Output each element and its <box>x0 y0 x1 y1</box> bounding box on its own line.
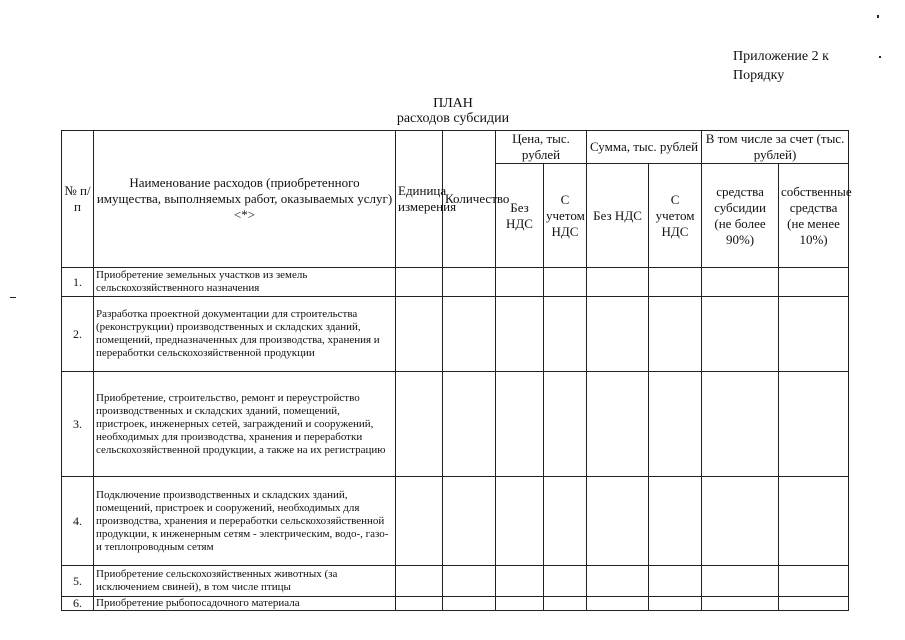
header-incl-own: собственные средства (не менее 10%) <box>779 164 849 268</box>
table-row <box>62 597 849 611</box>
cell-qty <box>443 268 496 297</box>
cell-sum-no-vat <box>587 268 649 297</box>
cell-own <box>779 566 849 597</box>
cell-subsidy <box>702 477 779 566</box>
header-incl: В том числе за счет (тыс. рублей) <box>702 131 849 164</box>
cell-sum-with-vat <box>649 372 702 477</box>
cell-own <box>779 297 849 372</box>
cell-price-no-vat <box>496 372 544 477</box>
cell-sum-with-vat <box>649 268 702 297</box>
header-price: Цена, тыс. рублей <box>496 131 587 164</box>
cell-unit <box>396 297 443 372</box>
cell-subsidy <box>702 297 779 372</box>
cell-qty <box>443 597 496 611</box>
scan-speck <box>877 15 879 18</box>
scan-speck <box>879 56 881 58</box>
header-num: № п/п <box>62 131 94 268</box>
table-row <box>62 297 849 372</box>
cell-price-with-vat <box>544 268 587 297</box>
header-sum-with-vat: С учетом НДС <box>649 164 702 268</box>
header-qty: Количество <box>443 131 496 268</box>
row-name: Приобретение земельных участков из земель сельскохозяйственного назначения <box>94 268 396 297</box>
cell-own <box>779 477 849 566</box>
cell-subsidy <box>702 372 779 477</box>
cell-price-no-vat <box>496 477 544 566</box>
cell-unit <box>396 477 443 566</box>
row-number: 6. <box>62 597 94 611</box>
header-sum: Сумма, тыс. рублей <box>587 131 702 164</box>
header-incl-subsidy: средства субсидии (не более 90%) <box>702 164 779 268</box>
cell-qty <box>443 566 496 597</box>
cell-price-no-vat <box>496 597 544 611</box>
cell-qty <box>443 297 496 372</box>
cell-sum-no-vat <box>587 477 649 566</box>
header-unit: Единица измерения <box>396 131 443 268</box>
cell-price-with-vat <box>544 297 587 372</box>
row-number: 1. <box>62 268 94 297</box>
row-name: Приобретение, строительство, ремонт и переустройство производственных и складских зданий, помещений, пристроек, инженерных сетей, заграждений и сооружений, необходимых для производства, хранения и переработки сельскохозяйственной продукции, а также на их регистрацию <box>94 372 396 477</box>
row-name: Приобретение сельскохозяйственных животных (за исключением свиней), в том числе птицы <box>94 566 396 597</box>
row-number: 4. <box>62 477 94 566</box>
appendix-note <box>733 47 829 85</box>
appendix-line-2: Порядку <box>733 68 785 83</box>
cell-subsidy <box>702 566 779 597</box>
cell-price-no-vat <box>496 297 544 372</box>
appendix-line-1: Приложение 2 к <box>733 49 829 64</box>
cell-price-with-vat <box>544 566 587 597</box>
row-number: 2. <box>62 297 94 372</box>
cell-own <box>779 597 849 611</box>
cell-qty <box>443 477 496 566</box>
table-row <box>62 477 849 566</box>
table-row <box>62 372 849 477</box>
cell-unit <box>396 372 443 477</box>
cell-own <box>779 268 849 297</box>
cell-subsidy <box>702 268 779 297</box>
cell-sum-with-vat <box>649 566 702 597</box>
cell-sum-with-vat <box>649 297 702 372</box>
cell-price-with-vat <box>544 477 587 566</box>
header-price-with-vat: С учетом НДС <box>544 164 587 268</box>
cell-unit <box>396 566 443 597</box>
expense-plan-table <box>61 130 852 611</box>
row-name: Подключение производственных и складских зданий, помещений, пристроек и сооружений, необходимых для производства, хранения и переработки сельскохозяйственной продукции, к инженерным сетям - электрическим, водо-, газо- и теплопроводным сетям <box>94 477 396 566</box>
cell-price-with-vat <box>544 372 587 477</box>
document-subtitle: расходов субсидии <box>396 111 510 126</box>
cell-sum-no-vat <box>587 372 649 477</box>
row-number: 5. <box>62 566 94 597</box>
table-row <box>62 268 849 297</box>
cell-unit <box>396 268 443 297</box>
header-sum-no-vat: Без НДС <box>587 164 649 268</box>
cell-qty <box>443 372 496 477</box>
cell-sum-no-vat <box>587 297 649 372</box>
cell-sum-with-vat <box>649 597 702 611</box>
cell-own <box>779 372 849 477</box>
scan-speck <box>10 297 16 298</box>
table-row <box>62 566 849 597</box>
row-number: 3. <box>62 372 94 477</box>
cell-price-no-vat <box>496 566 544 597</box>
row-name: Приобретение рыбопосадочного материала <box>94 597 396 611</box>
header-row-1 <box>62 131 849 164</box>
cell-price-no-vat <box>496 268 544 297</box>
document-title: ПЛАН <box>433 96 473 111</box>
cell-sum-no-vat <box>587 566 649 597</box>
cell-price-with-vat <box>544 597 587 611</box>
cell-sum-with-vat <box>649 477 702 566</box>
cell-sum-no-vat <box>587 597 649 611</box>
header-price-no-vat: Без НДС <box>496 164 544 268</box>
document-title-block <box>380 96 526 126</box>
header-name: Наименование расходов (приобретенного имущества, выполняемых работ, оказываемых услуг) <*> <box>94 131 396 268</box>
row-name: Разработка проектной документации для строительства (реконструкции) производственных и складских зданий, помещений, предназначенных для производства, хранения и переработки сельскохозяйственной продукции <box>94 297 396 372</box>
cell-unit <box>396 597 443 611</box>
cell-subsidy <box>702 597 779 611</box>
